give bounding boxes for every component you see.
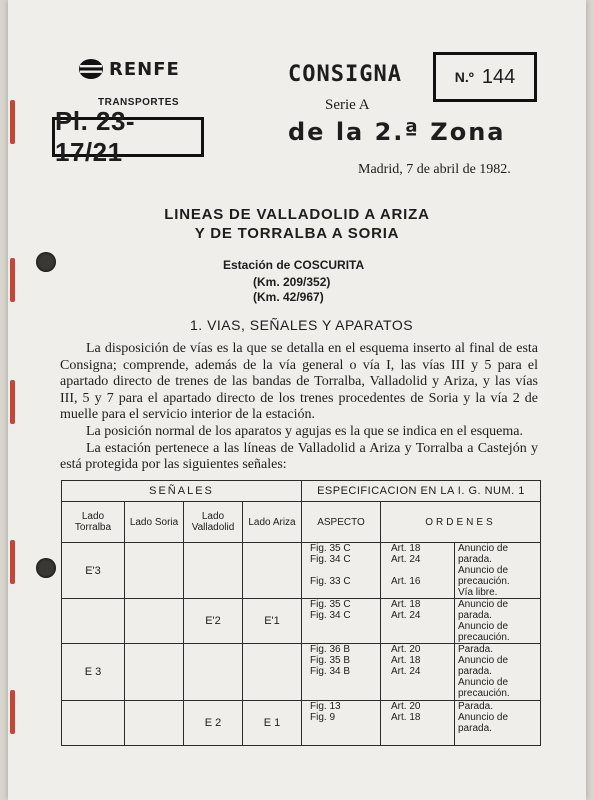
orden-item: Anuncio de parada.: [458, 543, 509, 565]
binder-clip: [10, 540, 15, 584]
aspecto-item: Fig. 34 C: [310, 554, 351, 565]
number-label: N.º: [454, 69, 474, 85]
station-name: Estación de COSCURITA: [223, 258, 365, 272]
number-value: 144: [481, 65, 516, 88]
punch-hole: [36, 252, 56, 272]
cell-soria: [125, 701, 184, 746]
articulo-item: Art. 18: [391, 543, 421, 554]
orden-item: Parada.: [458, 644, 494, 655]
group-header-senales: SEÑALES: [62, 481, 302, 502]
section-title: 1. VIAS, SEÑALES Y APARATOS: [190, 317, 414, 333]
station-km-2: (Km. 42/967): [253, 290, 324, 304]
logo-text: RENFE: [109, 58, 180, 80]
cell-aspecto: [302, 701, 381, 746]
aspecto-item: Fig. 36 B: [310, 644, 351, 655]
cell-ordenes: [455, 599, 541, 644]
col-header-lado-valladolid: Lado Valladolid: [184, 502, 243, 543]
aspecto-item: Fig. 33 C: [310, 576, 351, 587]
signals-table: [61, 480, 541, 746]
orden-item: Anuncio de parada.: [458, 655, 509, 677]
paragraph: La estación pertenece a las líneas de Valladolid a Ariza y Torralba a Castejón y está protegida por las siguientes señales:: [60, 440, 538, 473]
articulo-item: Art. 20: [391, 701, 421, 712]
cell-ordenes: [455, 644, 541, 701]
orden-item: Parada.: [458, 701, 494, 712]
cell-articulo: [381, 599, 455, 644]
cell-articulo: [381, 701, 455, 746]
table-row: [62, 543, 541, 599]
paragraph: La posición normal de los aparatos y agujas es la que se indica en el esquema.: [86, 423, 523, 439]
aspecto-item: Fig. 35 C: [310, 599, 351, 610]
aspecto-item: Fig. 35 C: [310, 543, 351, 554]
paragraph: La disposición de vías es la que se detalla en el esquema inserto al final de esta Consigna; comprende, además de la vía general o vía I, las vías III y 5 para el apartado directo de trenes de las bandas de Torralba, Valladolid y Ariza, y las vías III, 5 y 7 para el apartado directo de los trenes procedentes de Soria y la vía 2 de muelle para el servicio interior de la estación.: [60, 341, 538, 423]
date-line: Madrid, 7 de abril de 1982.: [358, 162, 511, 177]
cell-ariza: [243, 543, 302, 599]
binder-clip: [10, 380, 15, 424]
cell-aspecto: [302, 599, 381, 644]
group-header-especificacion: ESPECIFICACION EN LA I. G. NUM. 1: [302, 481, 541, 502]
cell-ariza: E'1: [243, 599, 302, 644]
cell-articulo: [381, 543, 455, 599]
articulo-item: Art. 18: [391, 655, 421, 666]
orden-item: Anuncio de precaución.: [458, 677, 510, 699]
articulo-item: Art. 20: [391, 644, 421, 655]
binder-clip: [10, 100, 15, 144]
aspecto-item: Fig. 9: [310, 712, 336, 723]
cell-aspecto: [302, 543, 381, 599]
articulo-item: Art. 18: [391, 599, 421, 610]
aspecto-item: Fig. 34 B: [310, 666, 351, 677]
cell-valladolid: [184, 543, 243, 599]
binder-clip: [10, 690, 15, 734]
aspecto-item: Fig. 13: [310, 701, 341, 712]
table-row: [62, 599, 541, 644]
line-title-2: Y DE TORRALBA A SORIA: [194, 225, 400, 242]
consigna-number-box: [433, 52, 537, 102]
cell-torralba: E 3: [62, 644, 125, 701]
consigna-heading: CONSIGNA: [288, 62, 402, 87]
table-row: [62, 701, 541, 746]
cell-valladolid: E 2: [184, 701, 243, 746]
serie-label: Serie A: [325, 97, 370, 113]
cell-ordenes: [455, 543, 541, 599]
cell-torralba: [62, 701, 125, 746]
articulo-item: Art. 24: [391, 554, 421, 565]
aspecto-item: [310, 565, 377, 576]
renfe-logo-icon: [78, 58, 104, 80]
orden-item: Anuncio de precaución.: [458, 621, 510, 643]
aspecto-item: Fig. 35 B: [310, 655, 351, 666]
articulo-item: Art. 16: [391, 576, 421, 587]
cell-soria: [125, 599, 184, 644]
cell-ordenes: [455, 701, 541, 746]
col-header-aspecto: ASPECTO: [302, 502, 381, 543]
zona-heading: de la 2.ª Zona: [288, 118, 506, 146]
binder-clip: [10, 258, 15, 302]
col-header-ordenes: ORDENES: [381, 502, 541, 543]
station-km-1: (Km. 209/352): [253, 275, 331, 289]
body-paragraphs: [60, 341, 538, 474]
cell-valladolid: [184, 644, 243, 701]
col-header-lado-torralba: Lado Torralba: [62, 502, 125, 543]
cell-ariza: [243, 644, 302, 701]
articulo-item: [391, 565, 451, 576]
orden-item: Vía libre.: [458, 587, 498, 598]
cell-torralba: E'3: [62, 543, 125, 599]
cell-torralba: [62, 599, 125, 644]
cell-articulo: [381, 644, 455, 701]
cell-valladolid: E'2: [184, 599, 243, 644]
cell-soria: [125, 543, 184, 599]
orden-item: Anuncio de parada.: [458, 712, 509, 734]
col-header-lado-soria: Lado Soria: [125, 502, 184, 543]
renfe-logo: [78, 58, 180, 80]
table-row: [62, 644, 541, 701]
articulo-item: Art. 24: [391, 610, 421, 621]
articulo-item: Art. 18: [391, 712, 421, 723]
transportes-label: TRANSPORTES: [98, 97, 180, 108]
cell-ariza: E 1: [243, 701, 302, 746]
articulo-item: Art. 24: [391, 666, 421, 677]
col-header-lado-ariza: Lado Ariza: [243, 502, 302, 543]
line-title-1: LINEAS DE VALLADOLID A ARIZA: [164, 206, 430, 223]
pl-code-box: Pl. 23-17/21: [52, 117, 204, 157]
punch-hole: [36, 558, 56, 578]
cell-soria: [125, 644, 184, 701]
cell-aspecto: [302, 644, 381, 701]
orden-item: Anuncio de parada.: [458, 599, 509, 621]
aspecto-item: Fig. 34 C: [310, 610, 351, 621]
orden-item: Anuncio de precaución.: [458, 565, 510, 587]
